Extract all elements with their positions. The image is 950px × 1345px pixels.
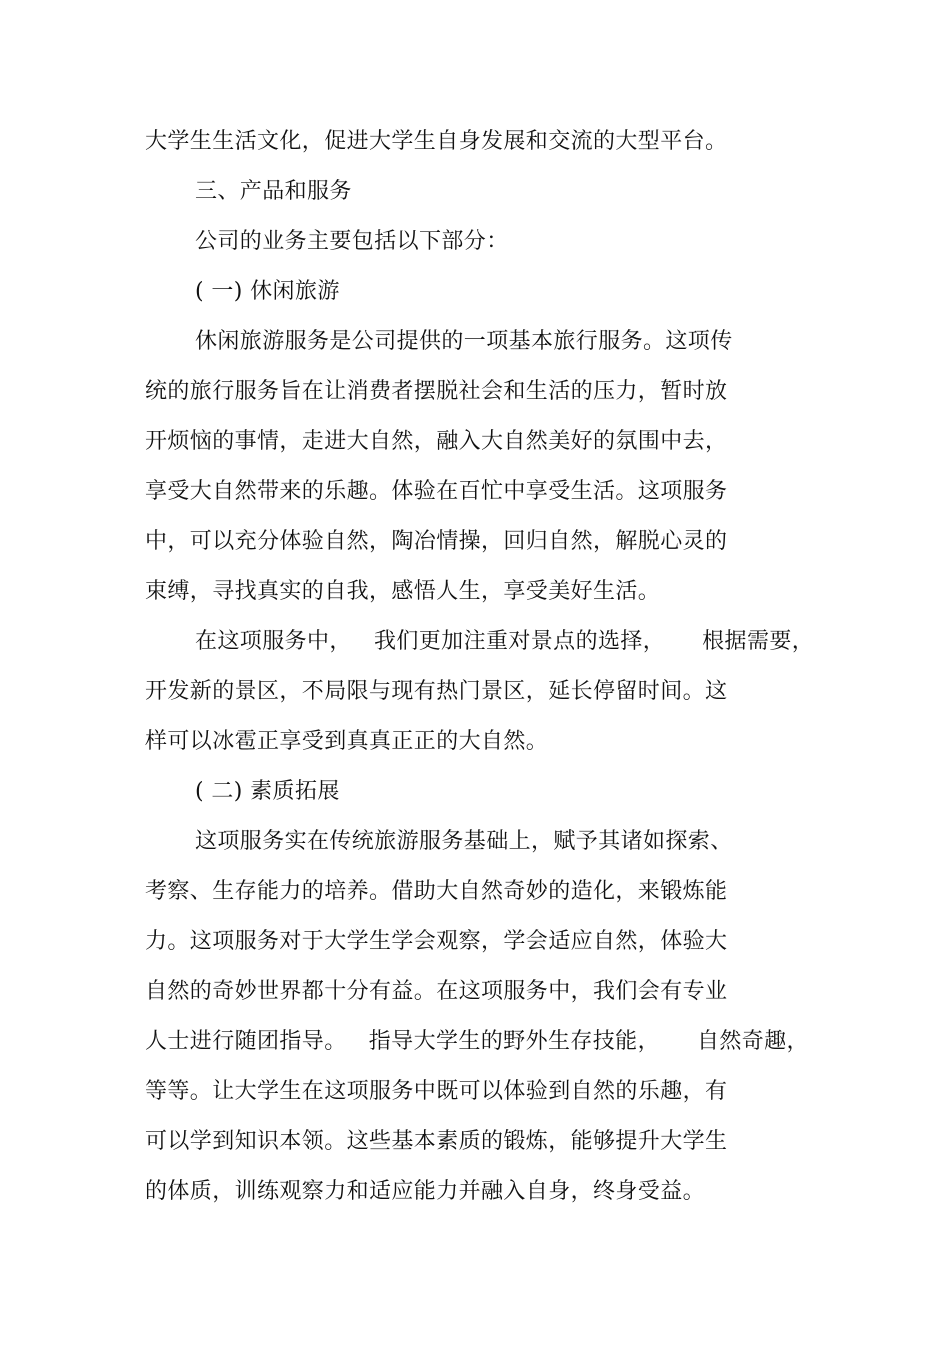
subsection-heading: ( 二) 素质拓展 [195,779,340,804]
paragraph-line: 享受大自然带来的乐趣。体验在百忙中享受生活。这项服务 [145,479,728,504]
section-heading: 三、产品和服务 [195,179,352,204]
subsection-heading: ( 一) 休闲旅游 [195,279,340,304]
paragraph-line: 的体质，训练观察力和适应能力并融入自身，终身受益。 [145,1179,706,1204]
paragraph-line: 可以学到知识本领。这些基本素质的锻炼，能够提升大学生 [145,1129,728,1154]
paragraph-line: 人士进行随团指导。 指导大学生的野外生存技能， 自然奇趣， [145,1029,809,1054]
paragraph-line: 等等。让大学生在这项服务中既可以体验到自然的乐趣，有 [145,1079,728,1104]
paragraph-line: 自然的奇妙世界都十分有益。在这项服务中，我们会有专业 [145,979,728,1004]
paragraph-line: 样可以冰雹正享受到真真正正的大自然。 [145,729,549,754]
paragraph-line: 大学生生活文化，促进大学生自身发展和交流的大型平台。 [145,129,728,154]
paragraph-line: 开发新的景区，不局限与现有热门景区，延长停留时间。这 [145,679,728,704]
paragraph-line: 这项服务实在传统旅游服务基础上，赋予其诸如探索、 [195,829,733,854]
paragraph-line: 公司的业务主要包括以下部分： [195,229,509,254]
paragraph-line: 在这项服务中， 我们更加注重对景点的选择， 根据需要， [195,629,815,654]
paragraph-line: 开烦恼的事情，走进大自然，融入大自然美好的氛围中去， [145,429,728,454]
paragraph-line: 力。这项服务对于大学生学会观察，学会适应自然，体验大 [145,929,728,954]
paragraph-line: 束缚，寻找真实的自我，感悟人生，享受美好生活。 [145,579,661,604]
paragraph-line: 考察、生存能力的培养。借助大自然奇妙的造化，来锻炼能 [145,879,728,904]
paragraph-line: 中，可以充分体验自然，陶冶情操，回归自然，解脱心灵的 [145,529,728,554]
paragraph-line: 统的旅行服务旨在让消费者摆脱社会和生活的压力，暂时放 [145,379,728,404]
paragraph-line: 休闲旅游服务是公司提供的一项基本旅行服务。这项传 [195,329,733,354]
